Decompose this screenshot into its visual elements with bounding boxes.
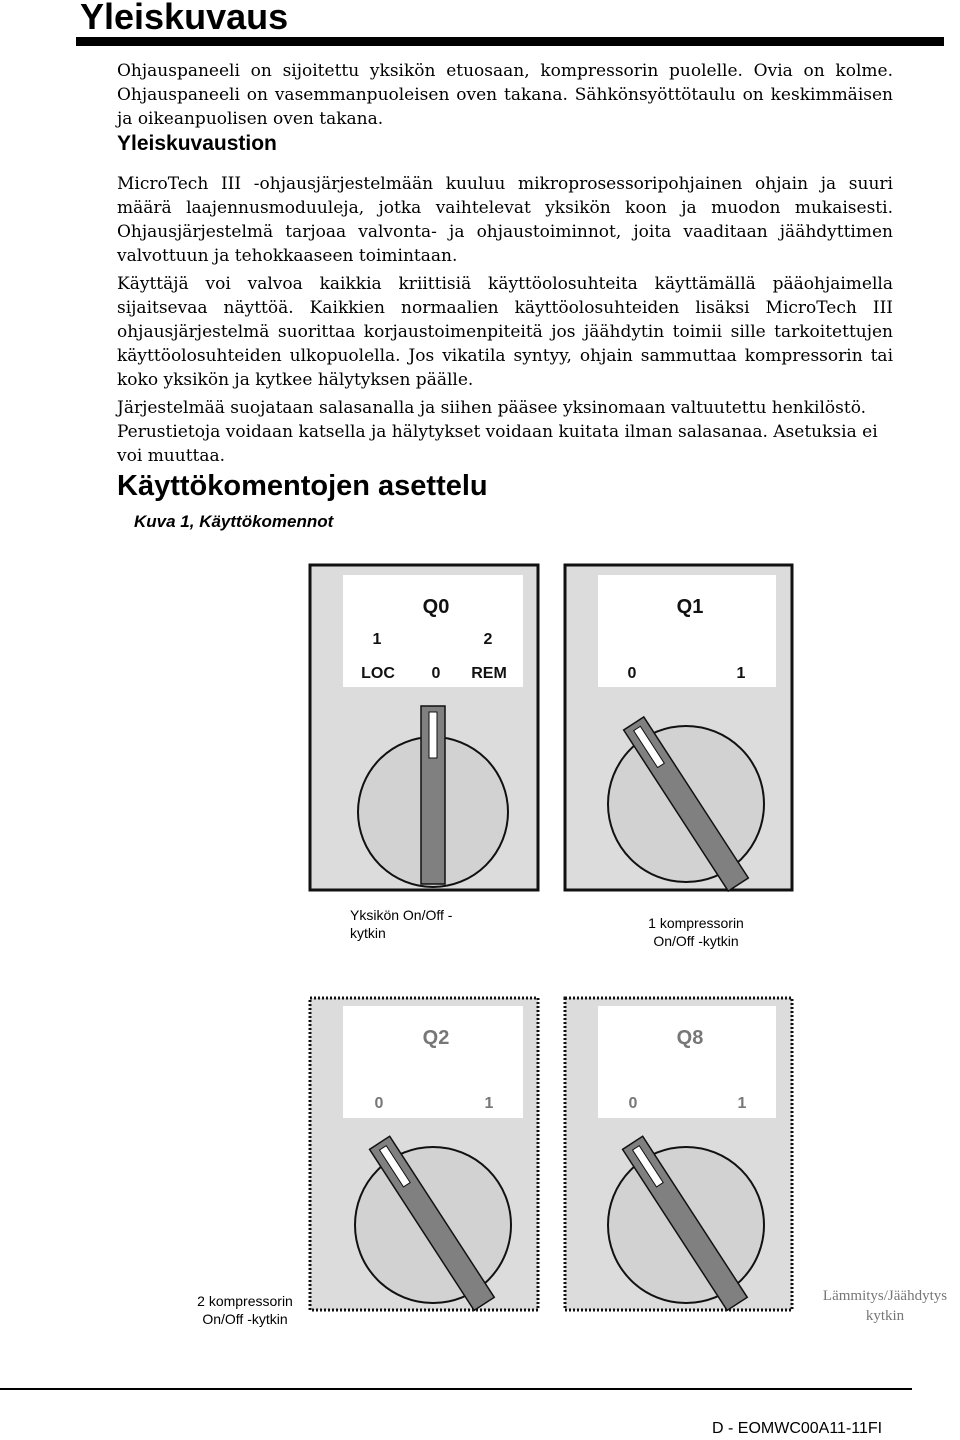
- label-line: 1 kompressorin: [648, 915, 744, 931]
- switch-q8: [565, 998, 792, 1310]
- overview-paragraph-3: [117, 396, 893, 468]
- paragraph-line: laajennusmoduuleja, jotka vaihtelevat yksikön koon ja muodon mukaisesti. Ohjausjärjestelmä: [117, 198, 893, 242]
- label-line: On/Off -kytkin: [653, 933, 739, 949]
- switch-id: Q1: [676, 596, 704, 618]
- position-label: LOC: [361, 665, 395, 682]
- footer-rule: [0, 1388, 912, 1390]
- position-label: 2: [483, 631, 493, 648]
- overview-paragraph-2: [117, 272, 893, 392]
- position-label: 0: [374, 1095, 384, 1112]
- switch-diagram: [300, 560, 800, 1320]
- intro-line: Ohjauspaneeli on vasemmanpuoleisen oven takana. Sähkönsyöttötaulu on keskimmäisen ja: [117, 85, 893, 129]
- label-line: Yksikön On/Off -: [350, 907, 453, 923]
- position-label: 1: [737, 1095, 747, 1112]
- page-title: Yleiskuvaus: [80, 0, 289, 37]
- switch-id: Q8: [676, 1027, 704, 1049]
- intro-paragraph: [117, 59, 893, 131]
- paragraph-line: Käyttäjä voi valvoa kaikkia kriittisiä käyttöolosuhteita käyttämällä pääohjaimella sijaitsevaa: [117, 274, 893, 318]
- label-line: kytkin: [350, 925, 386, 941]
- overview-paragraph-1: [117, 172, 893, 268]
- intro-line: oikeanpuolisen oven takana.: [137, 109, 384, 129]
- label-line: Lämmitys/Jäähdytys: [822, 1288, 948, 1304]
- switch-q2: [310, 998, 538, 1310]
- paragraph-line: toimintaan.: [358, 246, 458, 266]
- position-label: 1: [484, 1095, 494, 1112]
- position-label: 1: [736, 665, 746, 682]
- paragraph-line: MicroTech III -ohjausjärjestelmään kuuluu mikroprosessoripohjainen ohjain ja suuri määrä: [117, 174, 893, 218]
- intro-line: Ohjauspaneeli on sijoitettu yksikön etuosaan, kompressorin puolelle. Ovia on kolme.: [117, 61, 893, 81]
- label-plate: [343, 1006, 523, 1118]
- label-plate: [598, 1006, 776, 1118]
- overview-heading: Yleiskuvaustion: [117, 132, 277, 155]
- label-line: 2 kompressorin: [197, 1293, 293, 1309]
- title-rule: [76, 37, 944, 46]
- paragraph-line: ulkopuolella. Jos vikatila syntyy, ohjain sammuttaa kompressorin tai koko yksikön ja kytkee: [117, 346, 894, 390]
- paragraph-line: Järjestelmää suojataan salasanalla ja siihen pääsee yksinomaan valtuutettu henkilöstö.: [117, 398, 867, 418]
- label-line: On/Off -kytkin: [202, 1311, 288, 1327]
- label-line: kytkin: [865, 1308, 905, 1324]
- switch-id: Q0: [422, 596, 450, 618]
- paragraph-line: hälytyksen päälle.: [317, 370, 474, 390]
- position-label: 0: [431, 665, 441, 682]
- document-code: D - EOMWC00A11-11FI: [712, 1420, 883, 1437]
- paragraph-line: näyttöä. Kaikkien normaalien käyttöolosuhteiden lisäksi MicroTech III ohjausjärjestelmä: [117, 298, 893, 342]
- switch-q1: [565, 565, 792, 891]
- switch-label-q1: [616, 914, 776, 950]
- switch-q0: [310, 565, 538, 890]
- paragraph-line: suorittaa korjaustoimenpiteitä jos jäähdytin toimii sille tarkoitettujen käyttöolosuhteiden: [117, 322, 894, 366]
- paragraph-line: Perustietoja voidaan katsella ja hälytykset voidaan kuitata ilman salasanaa. Asetuksia ei voi: [117, 422, 878, 466]
- switch-label-q8: [812, 1286, 958, 1326]
- position-label: REM: [471, 665, 507, 682]
- position-label: 0: [627, 665, 637, 682]
- position-label: 0: [628, 1095, 638, 1112]
- position-label: 1: [372, 631, 382, 648]
- label-plate: [598, 575, 776, 687]
- switch-id: Q2: [422, 1027, 450, 1049]
- knob-indicator: [429, 712, 437, 758]
- switch-label-q2: [180, 1292, 310, 1328]
- paragraph-line: muuttaa.: [147, 446, 226, 466]
- switch-label-q0: [350, 906, 530, 942]
- figure-caption: Kuva 1, Käyttökomennot: [134, 512, 334, 531]
- paragraph-line: tarjoaa valvonta- ja ohjaustoiminnot, joita vaaditaan jäähdyttimen valvottuun ja tehokkaaseen: [117, 222, 893, 266]
- controls-heading: Käyttökomentojen asettelu: [117, 470, 488, 502]
